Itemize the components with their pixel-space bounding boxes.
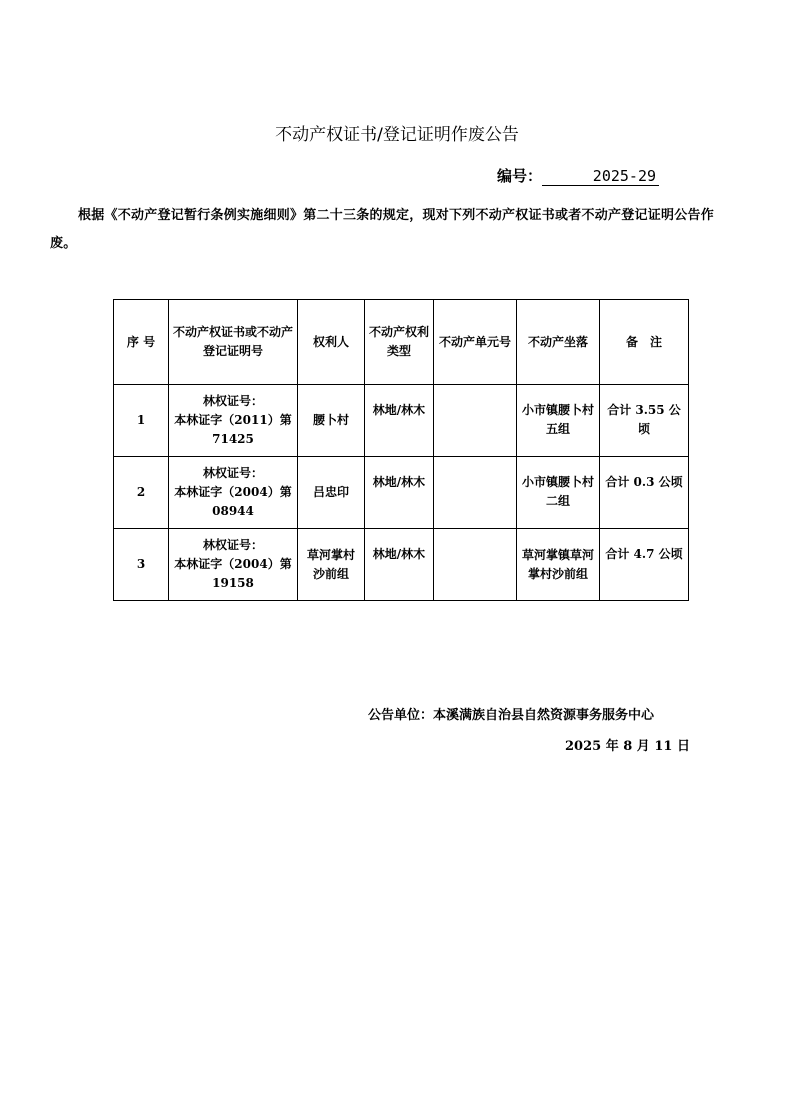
cell-unit-no [434, 457, 517, 529]
table-row [114, 385, 689, 457]
cell-note: 合计 3.55 公顷 [600, 385, 689, 457]
cell-right-type: 林地/林木 [365, 457, 434, 529]
issue-date: 2025 年 8 月 11 日 [565, 739, 690, 754]
header-note: 备 注 [600, 300, 689, 385]
cert-label: 林权证号： [202, 538, 263, 552]
cell-unit-no [434, 385, 517, 457]
number-value: 2025-29 [542, 168, 659, 186]
cert-label: 林权证号： [202, 394, 263, 408]
cell-right-type: 林地/林木 [365, 529, 434, 601]
cell-right-type: 林地/林木 [365, 385, 434, 457]
issuer-line: 公告单位：本溪满族自治县自然资源事务服务中心 [368, 708, 655, 723]
cell-seq: 2 [114, 457, 169, 529]
cell-holder: 草河掌村沙前组 [298, 529, 365, 601]
document-title: 不动产权证书/登记证明作废公告 [275, 125, 519, 145]
header-unit-no: 不动产单元号 [434, 300, 517, 385]
cell-cert [169, 529, 298, 601]
header-seq: 序 号 [114, 300, 169, 385]
cell-seq: 1 [114, 385, 169, 457]
cell-note: 合计 0.3 公顷 [600, 457, 689, 529]
notice-table [113, 299, 689, 601]
cell-holder: 吕忠印 [298, 457, 365, 529]
cell-cert [169, 457, 298, 529]
header-holder: 权利人 [298, 300, 365, 385]
cell-seq: 3 [114, 529, 169, 601]
cert-number: 本林证字（2004）第 19158 [174, 557, 292, 590]
cell-location: 草河掌镇草河掌村沙前组 [517, 529, 600, 601]
document-number [497, 165, 659, 186]
cell-holder: 腰卜村 [298, 385, 365, 457]
cell-cert [169, 385, 298, 457]
number-label: 编号： [497, 167, 543, 185]
cert-number: 本林证字（2004）第 08944 [174, 485, 292, 518]
table-header-row [114, 300, 689, 385]
cell-note: 合计 4.7 公顷 [600, 529, 689, 601]
header-right-type: 不动产权利类型 [365, 300, 434, 385]
header-location: 不动产坐落 [517, 300, 600, 385]
table-row [114, 529, 689, 601]
header-cert: 不动产权证书或不动产登记证明号 [169, 300, 298, 385]
table-row [114, 457, 689, 529]
intro-paragraph: 根据《不动产登记暂行条例实施细则》第二十三条的规定，现对下列不动产权证书或者不动产登记证明公告作废。 [50, 208, 715, 251]
cell-unit-no [434, 529, 517, 601]
cell-location: 小市镇腰卜村二组 [517, 457, 600, 529]
cert-label: 林权证号： [202, 466, 263, 480]
cell-location: 小市镇腰卜村五组 [517, 385, 600, 457]
cert-number: 本林证字（2011）第 71425 [174, 413, 292, 446]
